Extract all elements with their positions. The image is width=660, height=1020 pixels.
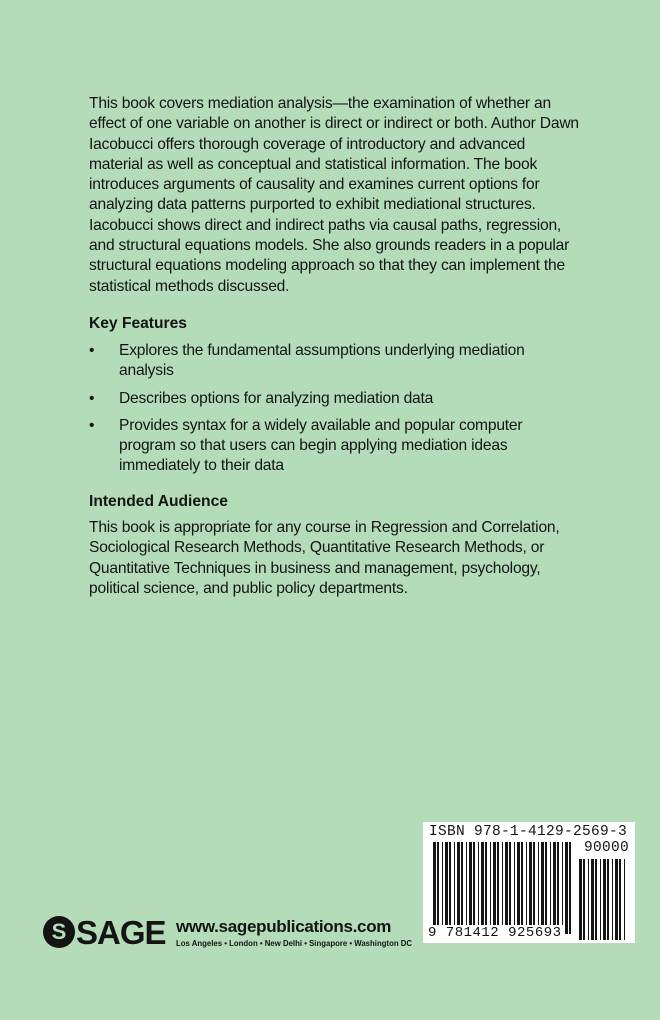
feature-text: Provides syntax for a widely available and popular computer program so that users can begin applying mediation ideas immediately to their data xyxy=(119,416,523,475)
barcode-bar xyxy=(612,859,613,940)
barcode-bar xyxy=(583,859,585,940)
key-features-list xyxy=(89,341,559,484)
barcode-bar xyxy=(497,842,499,934)
barcode-bar xyxy=(457,842,460,934)
key-features-heading: Key Features xyxy=(89,315,187,332)
barcode-bar xyxy=(579,859,582,940)
intended-audience-text: This book is appropriate for any course in Regression and Correlation, Sociological Research Methods, Quantitative Research Methods, or Quantitative Techniques in business and management, psychology, political science, and public policy departments. xyxy=(89,519,560,597)
barcode-bar xyxy=(445,842,448,934)
barcode-bar xyxy=(461,842,463,934)
barcode-bar xyxy=(562,842,563,934)
sage-logo-icon: S xyxy=(43,916,75,948)
barcode-bar xyxy=(442,842,443,934)
barcode-bar xyxy=(433,842,436,934)
barcode-bar xyxy=(545,842,547,934)
list-item xyxy=(89,341,559,382)
barcode-bar xyxy=(595,859,597,940)
barcode-bar xyxy=(502,842,503,934)
list-item xyxy=(89,389,559,409)
barcode-bar xyxy=(493,842,496,934)
barcode-bar xyxy=(607,859,609,940)
barcode-bar xyxy=(557,842,559,934)
feature-text: Describes options for analyzing mediation data xyxy=(119,389,434,407)
barcode-bar xyxy=(521,842,523,934)
barcode-bar xyxy=(509,842,511,934)
list-item xyxy=(89,416,559,477)
bullet-icon: • xyxy=(89,416,95,434)
barcode-bar xyxy=(565,842,568,934)
barcode-bar xyxy=(514,842,515,934)
barcode-bar xyxy=(466,842,467,934)
isbn-barcode xyxy=(423,822,635,943)
isbn-digits: 9 781412 925693 xyxy=(428,925,562,941)
barcode-bar xyxy=(600,859,601,940)
barcode-bar xyxy=(550,842,551,934)
sage-logo-wordmark: SAGE xyxy=(76,913,166,951)
barcode-bar xyxy=(624,859,625,940)
barcode-bar xyxy=(541,842,544,934)
barcode-bar xyxy=(569,842,571,934)
barcode-bar xyxy=(591,859,594,940)
price-code: 90000 xyxy=(583,840,629,856)
barcode-bar xyxy=(533,842,535,934)
barcode-bar xyxy=(526,842,527,934)
barcode-bar xyxy=(517,842,520,934)
barcode-bar xyxy=(473,842,475,934)
barcode-bar xyxy=(603,859,606,940)
publisher-cities: Los Angeles • London • New Delhi • Singapore • Washington DC xyxy=(176,939,413,948)
barcode-bar xyxy=(529,842,532,934)
barcode-bar xyxy=(615,859,618,940)
sage-logo xyxy=(43,913,166,951)
intended-audience-heading: Intended Audience xyxy=(89,493,228,510)
feature-text: Explores the fundamental assumptions underlying mediation analysis xyxy=(119,342,525,380)
barcode-bar xyxy=(481,842,484,934)
barcode-bar xyxy=(454,842,455,934)
barcode-bar xyxy=(485,842,487,934)
barcode-bar xyxy=(469,842,472,934)
bullet-icon: • xyxy=(89,342,95,359)
isbn-label: ISBN 978-1-4129-2569-3 xyxy=(429,824,628,840)
barcode-bar xyxy=(490,842,491,934)
book-description: This book covers mediation analysis—the examination of whether an effect of one variable on another is direct or indirect or both. Author Dawn Iacobucci offers thorough coverage of introductory and advanced material as well as conceptual and statistical information. The book introduces arguments of causality and examines current options for analyzing data patterns purported to exhibit mediational structures. Iacobucci shows direct and indirect paths via causal paths, regression, and structural equations models. She also grounds readers in a popular structural equations modeling approach so that they can implement the statistical methods discussed. xyxy=(89,95,579,295)
barcode-bar xyxy=(538,842,539,934)
barcode-bar xyxy=(588,859,589,940)
bullet-icon: • xyxy=(89,389,95,407)
barcode-bar xyxy=(505,842,508,934)
barcode-bar xyxy=(449,842,451,934)
publisher-url[interactable]: www.sagepublications.com xyxy=(176,917,392,936)
barcode-bar xyxy=(478,842,479,934)
barcode-bar xyxy=(553,842,556,934)
barcode-bar xyxy=(619,859,621,940)
barcode-bar xyxy=(437,842,439,934)
